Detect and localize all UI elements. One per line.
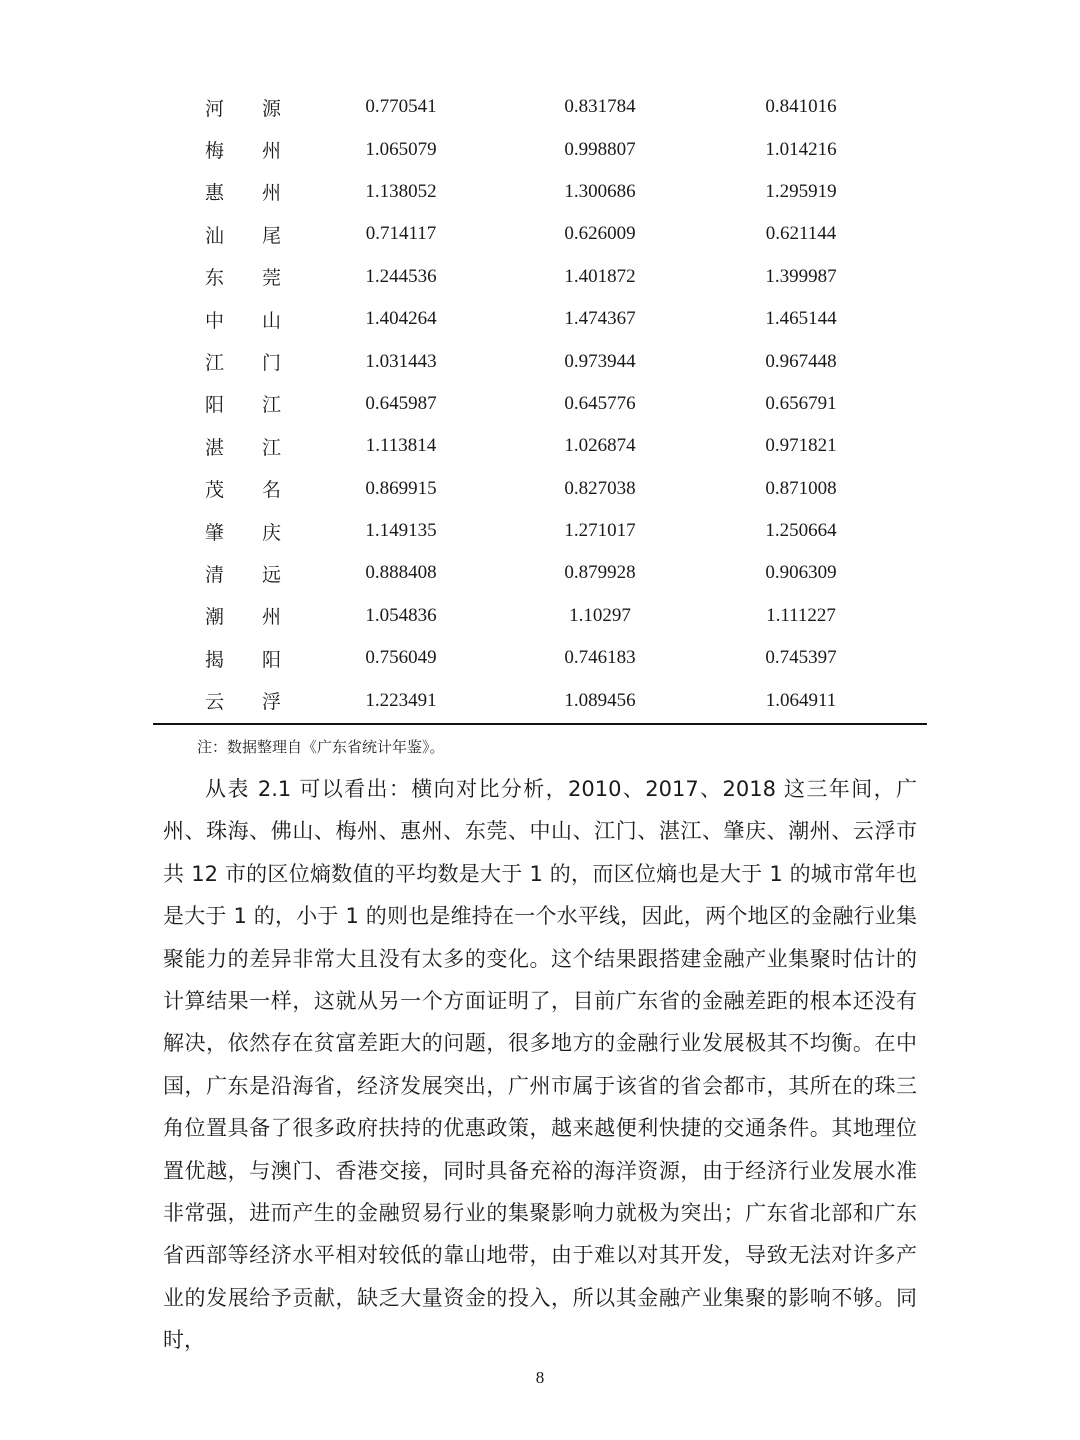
city-cell bbox=[205, 510, 305, 552]
table-body bbox=[153, 86, 927, 722]
row-indent bbox=[153, 256, 205, 298]
row-end bbox=[899, 298, 927, 340]
value-cell-3: 1.399987 bbox=[765, 265, 837, 287]
value-cell-1: 0.756049 bbox=[365, 647, 437, 669]
city-name bbox=[205, 221, 281, 248]
table-row bbox=[153, 213, 927, 255]
value-cell-3: 1.295919 bbox=[765, 180, 837, 202]
row-indent bbox=[153, 468, 205, 510]
city-char: 肇 bbox=[205, 521, 225, 544]
city-char: 山 bbox=[261, 309, 281, 332]
city-name bbox=[205, 306, 281, 333]
value-cell-1: 1.223491 bbox=[365, 689, 437, 711]
value-cell-3: 0.967448 bbox=[765, 350, 837, 372]
row-end bbox=[899, 340, 927, 382]
city-cell bbox=[205, 213, 305, 255]
row-end bbox=[899, 171, 927, 213]
city-char: 汕 bbox=[205, 224, 225, 247]
value-cell-2: 1.474367 bbox=[564, 308, 636, 330]
value-cell-3: 0.656791 bbox=[765, 392, 837, 414]
row-indent bbox=[153, 510, 205, 552]
city-cell bbox=[205, 595, 305, 637]
row-end bbox=[899, 425, 927, 467]
value-cell-1: 1.149135 bbox=[365, 520, 437, 542]
city-char: 州 bbox=[261, 182, 281, 205]
city-char: 门 bbox=[261, 352, 281, 375]
city-name bbox=[205, 602, 281, 629]
table-row bbox=[153, 383, 927, 425]
row-end bbox=[899, 86, 927, 128]
value-cell-1: 1.113814 bbox=[365, 435, 437, 457]
city-name bbox=[205, 136, 281, 163]
value-cell-1: 0.869915 bbox=[365, 477, 437, 499]
city-name bbox=[205, 94, 281, 121]
city-char: 东 bbox=[205, 267, 225, 290]
row-indent bbox=[153, 171, 205, 213]
table-row bbox=[153, 679, 927, 721]
value-cell-1: 0.888408 bbox=[365, 562, 437, 584]
row-indent bbox=[153, 637, 205, 679]
table-row bbox=[153, 86, 927, 128]
city-name bbox=[205, 178, 281, 205]
city-char: 潮 bbox=[205, 606, 225, 629]
city-name bbox=[205, 645, 281, 672]
value-cell-3: 1.465144 bbox=[765, 308, 837, 330]
table-row bbox=[153, 595, 927, 637]
city-cell bbox=[205, 171, 305, 213]
value-cell-2: 0.998807 bbox=[564, 138, 636, 160]
table-row bbox=[153, 340, 927, 382]
table-row bbox=[153, 298, 927, 340]
city-name bbox=[205, 518, 281, 545]
city-char: 浮 bbox=[261, 691, 281, 714]
city-char: 惠 bbox=[205, 182, 225, 205]
row-indent bbox=[153, 383, 205, 425]
city-cell bbox=[205, 383, 305, 425]
city-char: 尾 bbox=[261, 224, 281, 247]
city-cell bbox=[205, 86, 305, 128]
table-note: 注：数据整理自《广东省统计年鉴》。 bbox=[197, 738, 445, 756]
value-cell-3: 1.064911 bbox=[765, 689, 837, 711]
row-indent bbox=[153, 679, 205, 721]
table-row bbox=[153, 171, 927, 213]
city-char: 源 bbox=[261, 97, 281, 120]
row-end bbox=[899, 510, 927, 552]
page-number: 8 bbox=[535, 1368, 545, 1387]
city-char: 州 bbox=[261, 140, 281, 163]
value-cell-2: 0.973944 bbox=[564, 350, 636, 372]
value-cell-2: 0.879928 bbox=[564, 562, 636, 584]
city-char: 湛 bbox=[205, 436, 225, 459]
city-name bbox=[205, 560, 281, 587]
value-cell-1: 1.138052 bbox=[365, 180, 437, 202]
table-row bbox=[153, 425, 927, 467]
city-name bbox=[205, 390, 281, 417]
city-cell bbox=[205, 298, 305, 340]
value-cell-2: 1.300686 bbox=[564, 180, 636, 202]
city-cell bbox=[205, 340, 305, 382]
location-quotient-table bbox=[153, 86, 927, 722]
row-indent bbox=[153, 86, 205, 128]
city-name bbox=[205, 433, 281, 460]
row-indent bbox=[153, 425, 205, 467]
city-char: 云 bbox=[205, 691, 225, 714]
row-end bbox=[899, 637, 927, 679]
city-name bbox=[205, 348, 281, 375]
city-char: 河 bbox=[205, 97, 225, 120]
city-char: 清 bbox=[205, 563, 225, 586]
city-char: 江 bbox=[205, 352, 225, 375]
city-cell bbox=[205, 679, 305, 721]
value-cell-3: 0.871008 bbox=[765, 477, 837, 499]
city-char: 江 bbox=[261, 394, 281, 417]
value-cell-3: 1.111227 bbox=[766, 604, 836, 626]
value-cell-1: 1.244536 bbox=[365, 265, 437, 287]
row-indent bbox=[153, 213, 205, 255]
value-cell-3: 0.971821 bbox=[765, 435, 837, 457]
value-cell-2: 0.827038 bbox=[564, 477, 636, 499]
row-indent bbox=[153, 128, 205, 170]
city-char: 阳 bbox=[261, 648, 281, 671]
row-end bbox=[899, 552, 927, 594]
value-cell-1: 0.645987 bbox=[365, 392, 437, 414]
table-row bbox=[153, 256, 927, 298]
city-char: 莞 bbox=[261, 267, 281, 290]
city-char: 梅 bbox=[205, 140, 225, 163]
value-cell-2: 1.271017 bbox=[564, 520, 636, 542]
value-cell-2: 0.746183 bbox=[564, 647, 636, 669]
city-char: 茂 bbox=[205, 479, 225, 502]
table-row bbox=[153, 552, 927, 594]
city-cell bbox=[205, 256, 305, 298]
row-indent bbox=[153, 298, 205, 340]
value-cell-1: 1.054836 bbox=[365, 604, 437, 626]
city-name bbox=[205, 475, 281, 502]
row-end bbox=[899, 128, 927, 170]
data-table bbox=[153, 86, 927, 722]
city-cell bbox=[205, 128, 305, 170]
value-cell-3: 0.745397 bbox=[765, 647, 837, 669]
value-cell-3: 0.841016 bbox=[765, 96, 837, 118]
value-cell-2: 1.10297 bbox=[569, 604, 631, 626]
value-cell-3: 1.250664 bbox=[765, 520, 837, 542]
value-cell-1: 1.065079 bbox=[365, 138, 437, 160]
value-cell-3: 0.621144 bbox=[765, 223, 837, 245]
table-row bbox=[153, 637, 927, 679]
value-cell-1: 0.714117 bbox=[365, 223, 437, 245]
row-end bbox=[899, 468, 927, 510]
city-char: 名 bbox=[261, 479, 281, 502]
value-cell-1: 0.770541 bbox=[365, 96, 437, 118]
table-row bbox=[153, 510, 927, 552]
city-cell bbox=[205, 552, 305, 594]
value-cell-2: 0.645776 bbox=[564, 392, 636, 414]
value-cell-3: 1.014216 bbox=[765, 138, 837, 160]
table-bottom-rule bbox=[153, 723, 927, 725]
city-cell bbox=[205, 468, 305, 510]
row-end bbox=[899, 679, 927, 721]
row-indent bbox=[153, 552, 205, 594]
city-char: 中 bbox=[205, 309, 225, 332]
value-cell-3: 0.906309 bbox=[765, 562, 837, 584]
body-paragraph: 从表 2.1 可以看出：横向对比分析，2010、2017、2018 这三年间，广州、珠海、佛山、梅州、惠州、东莞、中山、江门、湛江、肇庆、潮州、云浮市共 12 市的区位熵数值的平均数是大于 1 的，而区位熵也是大于 1 的城市常年也是大于 1 的，小于 1 的则也是维持在一个水平线，因此，两个地区的金融行业集聚能力的差异非常大且没有太多的变化。这个结果跟搭建金融产业集聚时估计的计算结果一样，这就从另一个方面证明了，目前广东省的金融差距的根本还没有解决，依然存在贫富差距大的问题，很多地方的金融行业发展极其不均衡。在中国，广东是沿海省，经济发展突出，广州市属于该省的省会都市，其所在的珠三角位置具备了很多政府扶持的优惠政策，越来越便利快捷的交通条件。其地理位置优越，与澳门、香港交接，同时具备充裕的海洋资源，由于经济行业发展水准非常强，进而产生的金融贸易行业的集聚影响力就极为突出；广东省北部和广东省西部等经济水平相对较低的靠山地带，由于难以对其开发，导致无法对许多产业的发展给予贡献，缺乏大量资金的投入，所以其金融产业集聚的影响不够。同时， bbox=[163, 777, 917, 1353]
table-row bbox=[153, 468, 927, 510]
city-char: 远 bbox=[261, 563, 281, 586]
city-char: 江 bbox=[261, 436, 281, 459]
row-end bbox=[899, 595, 927, 637]
city-name bbox=[205, 687, 281, 714]
value-cell-2: 0.831784 bbox=[564, 96, 636, 118]
value-cell-2: 0.626009 bbox=[564, 223, 636, 245]
city-char: 州 bbox=[261, 606, 281, 629]
city-char: 阳 bbox=[205, 394, 225, 417]
row-indent bbox=[153, 595, 205, 637]
value-cell-2: 1.026874 bbox=[564, 435, 636, 457]
value-cell-2: 1.401872 bbox=[564, 265, 636, 287]
city-char: 揭 bbox=[205, 648, 225, 671]
value-cell-1: 1.031443 bbox=[365, 350, 437, 372]
city-char: 庆 bbox=[261, 521, 281, 544]
row-end bbox=[899, 383, 927, 425]
value-cell-2: 1.089456 bbox=[564, 689, 636, 711]
city-name bbox=[205, 263, 281, 290]
city-cell bbox=[205, 425, 305, 467]
city-cell bbox=[205, 637, 305, 679]
value-cell-1: 1.404264 bbox=[365, 308, 437, 330]
table-row bbox=[153, 128, 927, 170]
row-end bbox=[899, 213, 927, 255]
row-end bbox=[899, 256, 927, 298]
row-indent bbox=[153, 340, 205, 382]
